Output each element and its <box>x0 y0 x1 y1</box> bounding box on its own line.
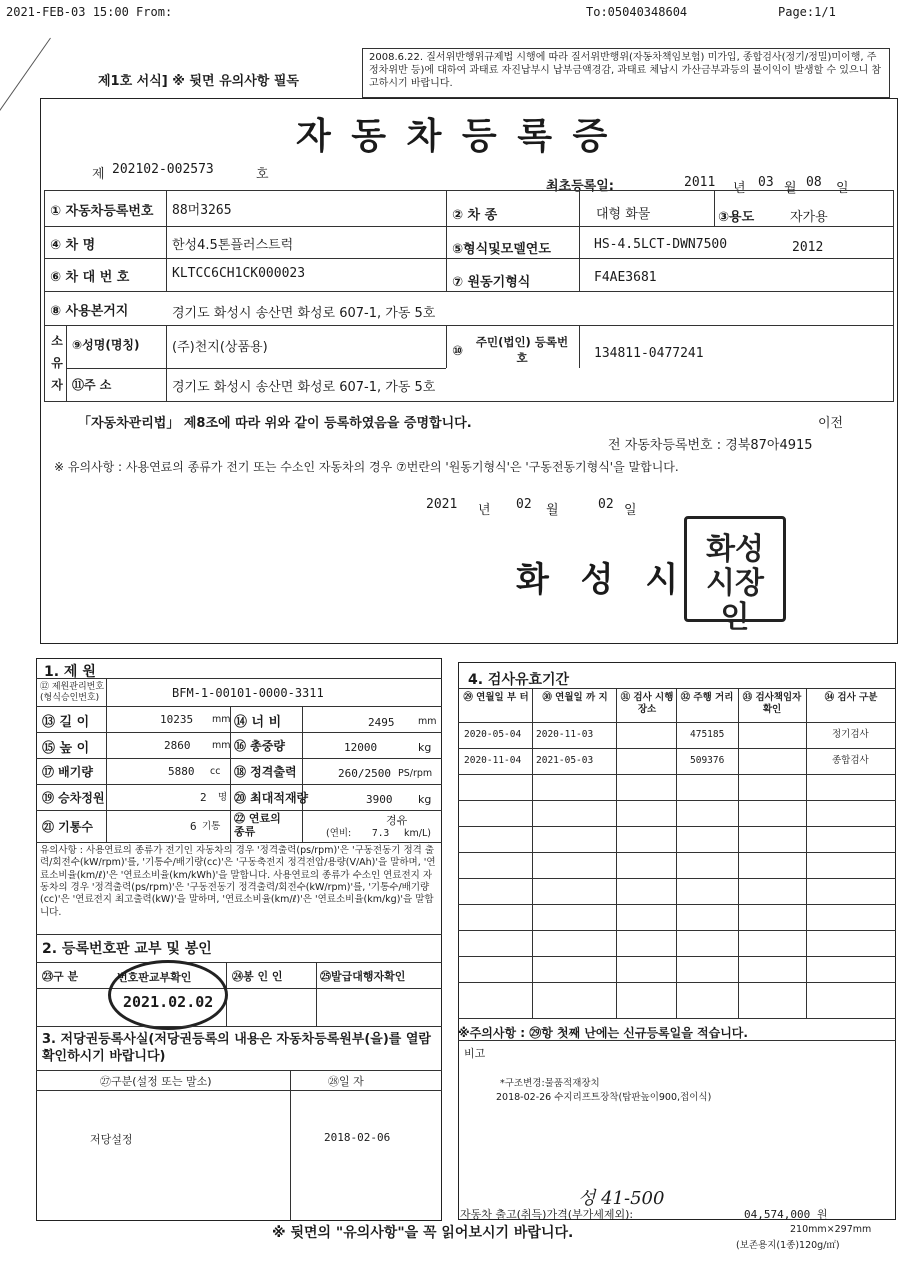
base-label: ⑧ 사용본거지 <box>50 304 129 319</box>
notice-text: 2008.6.22. 질서위반행위규제법 시행에 따라 질서위반행위(자동차책임보험) 미가입, 종합검사(정기/정밀)미이행, 주정차위반 등)에 대하여 과태료 자진납부시 납부금액경감, 과태료 체납시 가산금부과등의 불이익이 발생할 수 있으니 참고하시기 바랍니다. <box>369 52 882 89</box>
rule <box>44 258 894 259</box>
rule <box>458 1018 896 1019</box>
spec-caution-note: 유의사항 : 사용연료의 종류가 전기인 자동차의 경우 '정격출력(ps/rpm)'은 '구동전동기 정격 출력/회전수(kW/rpm)'를, '기통수/배기량(cc)'은 '구동축전지 정격전압/용량(V/Ah)'을 말하며, '연료소비율(km/ℓ)'은 '연료소비율(km/kWh)'을 말합니다. 사용연료의 종류가 수소인 연료전지 자동차의 경우 '정격출력(ps/rpm)'은 '구동전동기 정격출력/회전수(kW/rpm)'를, '기통수/배기량(cc)'은 '연료전지 최고출력(kW)'을 말하며, '연료소비율(km/ℓ)'은 '연료소비율(km/kg)'을 말합니다. <box>40 845 436 918</box>
rule <box>36 732 442 733</box>
model-label: ⑤형식및모델연도 <box>452 242 551 257</box>
width-unit: mm <box>418 716 437 727</box>
use-label: ③용도 <box>718 210 755 225</box>
cylinders-value: 6 <box>190 820 197 833</box>
type-value: 대형 화물 <box>596 207 651 222</box>
plate-stamp-date: 2021.02.02 <box>123 993 214 1011</box>
max-load-unit: kg <box>418 793 432 806</box>
name-label: ④ 차 명 <box>50 238 96 253</box>
fuel-efficiency-unit: km/L) <box>404 828 431 839</box>
length-value: 10235 <box>160 713 194 726</box>
rule <box>458 878 896 879</box>
rule <box>44 291 894 292</box>
fuel-type-label: ㉒ 연료의 종류 <box>234 812 281 838</box>
back-notice: ※ 뒷면의 "유의사항"을 꼭 읽어보시기 바랍니다. <box>272 1225 574 1241</box>
vin-value: KLTCC6CH1CK000023 <box>172 266 306 281</box>
reg-no-value: 88머3265 <box>172 203 232 218</box>
owner-name-value: (주)천지(상품용) <box>172 340 268 355</box>
issue-year-unit: 년 <box>478 503 491 518</box>
rated-power-label: ⑱ 정격출력 <box>234 765 297 779</box>
rule <box>36 962 442 963</box>
height-unit: mm <box>212 740 231 751</box>
engine-value: F4AE3681 <box>594 270 657 285</box>
notice-box <box>362 48 890 98</box>
first-reg-label: 최초등록일: <box>546 179 614 194</box>
remarks-label: 비고 <box>464 1047 486 1060</box>
gross-weight-value: 12000 <box>344 741 378 754</box>
remark-liftgate: 2018-02-26 수지리프트장착(탑판높이900,접이식) <box>496 1092 712 1103</box>
inspection-col-from: ㉙ 연월일 부 터 <box>463 692 529 703</box>
first-reg-day: 08 <box>806 175 822 190</box>
rule <box>458 800 896 801</box>
address-label: ⑪주 소 <box>72 378 112 392</box>
width-value: 2495 <box>368 716 395 729</box>
rule <box>458 904 896 905</box>
rule <box>446 325 447 368</box>
rule <box>714 190 715 226</box>
seats-label: ⑲ 승차정원 <box>42 791 105 805</box>
rule <box>302 706 303 842</box>
rule <box>458 930 896 931</box>
inspection-col-to: ㉚ 연월일 까 지 <box>542 692 608 703</box>
lien-row-date: 2018-02-06 <box>324 1131 391 1144</box>
plate-issued-stamp <box>108 960 228 1030</box>
rule <box>36 934 442 935</box>
fuel-efficiency-value: 7.3 <box>372 828 390 839</box>
rule <box>36 842 442 843</box>
height-label: ⑮ 높 이 <box>42 741 90 756</box>
rule <box>230 706 231 842</box>
vin-label: ⑥ 차 대 번 호 <box>50 270 130 285</box>
rule <box>36 678 442 679</box>
previous-reg-no: 전 자동차등록번호 : 경북87아4915 <box>608 438 813 453</box>
rule <box>36 1090 442 1091</box>
handwritten-note: 성 41-500 <box>578 1188 665 1209</box>
certify-statement: 「자동차관리법」 제8조에 따라 위와 같이 등록하였음을 증명합니다. <box>78 416 472 431</box>
rule <box>458 826 896 827</box>
inspection-row-2-to: 2021-05-03 <box>536 755 594 766</box>
inspection-row-2-kind: 종합검사 <box>832 755 869 766</box>
max-load-value: 3900 <box>366 793 393 806</box>
rule <box>36 1070 442 1071</box>
rule <box>458 774 896 775</box>
rule <box>676 688 677 1018</box>
issue-day: 02 <box>598 497 614 512</box>
rule <box>616 688 617 1018</box>
cylinders-label: ㉑ 기통수 <box>42 820 93 834</box>
owner-name-label: ⑨성명(명칭) <box>72 338 140 352</box>
corp-no-mark: ⑩ <box>452 344 464 359</box>
corp-no-label: 주민(법인) 등록번호 <box>475 335 569 365</box>
model-value: HS-4.5LCT-DWN7500 <box>594 237 728 252</box>
rule <box>458 982 896 983</box>
transfer-mark: 이전 <box>818 416 844 431</box>
issuer-name: 화 성 시 <box>516 560 689 600</box>
lien-col-type: ㉗구분(설정 또는 말소) <box>100 1075 212 1088</box>
spec-section-title: 1. 제 원 <box>44 664 96 680</box>
city-seal <box>684 516 786 635</box>
first-reg-day-unit: 일 <box>836 181 849 196</box>
height-value: 2860 <box>164 739 191 752</box>
inspection-row-1-mileage: 475185 <box>690 729 725 740</box>
max-load-label: ⑳ 최대적재량 <box>234 791 309 805</box>
displacement-unit: cc <box>210 766 221 777</box>
rule <box>579 190 580 291</box>
rule <box>458 722 896 723</box>
inspection-col-place: ㉛ 검사 시행장소 <box>620 692 674 715</box>
plate-section-title: 2. 등록번호판 교부 및 봉인 <box>42 941 212 957</box>
rule <box>806 688 807 1018</box>
fuel-type-value: 경유 <box>386 814 408 827</box>
rule <box>316 962 317 1026</box>
remark-structure-change: *구조변경:물품적재장치 <box>500 1078 600 1089</box>
gross-weight-unit: kg <box>418 741 432 754</box>
inspection-col-inspector: ㉝ 검사책임자 확인 <box>742 692 802 715</box>
gross-weight-label: ⑯ 총중량 <box>234 739 285 753</box>
type-label: ② 차 종 <box>452 208 498 223</box>
fax-header-page: Page:1/1 <box>778 5 836 19</box>
issue-day-unit: 일 <box>624 503 637 518</box>
rule <box>36 810 442 811</box>
name-value: 한성4.5톤플러스트럭 <box>172 238 294 253</box>
document-title: 자 동 차 등 록 증 <box>296 115 612 157</box>
first-reg-month: 03 <box>758 175 774 190</box>
city-seal-text: 화성시장인 <box>706 532 764 635</box>
base-value: 경기도 화성시 송산면 화성로 607-1, 가동 5호 <box>172 306 436 321</box>
displacement-label: ⑰ 배기량 <box>42 765 93 779</box>
length-label: ⑬ 길 이 <box>42 715 90 730</box>
plate-stamp-text: 번호판교부확인 <box>117 971 192 984</box>
issue-month-unit: 월 <box>546 503 559 518</box>
seats-value: 2 <box>200 791 207 804</box>
cylinders-unit: 기통 <box>202 821 221 832</box>
first-reg-year-unit: 년 <box>733 181 746 196</box>
plate-col-category: ㉓구 분 <box>42 970 79 983</box>
factory-price-label: 자동차 출고(취득)가격(부가세제외): <box>460 1208 634 1221</box>
rated-power-value: 260/2500 <box>338 767 391 780</box>
fuel-caution: ※ 유의사항 : 사용연료의 종류가 전기 또는 수소인 자동차의 경우 ⑦번란의 '원동기형식'은 '구동전동기형식'을 말합니다. <box>54 460 679 474</box>
cert-number: 202102-002573 <box>112 162 214 177</box>
displacement-value: 5880 <box>168 765 195 778</box>
fax-header-to: To:05040348604 <box>586 5 688 19</box>
lien-col-date: ㉘일 자 <box>328 1075 364 1088</box>
fuel-efficiency-label: (연비: <box>326 828 352 839</box>
width-label: ⑭ 너 비 <box>234 715 282 730</box>
plate-col-sealer: ㉔봉 인 인 <box>232 970 283 983</box>
rule <box>36 706 442 707</box>
paper-size: 210mm×297mm <box>790 1224 872 1235</box>
inspection-row-2-from: 2020-11-04 <box>464 755 522 766</box>
address-value: 경기도 화성시 송산면 화성로 607-1, 가동 5호 <box>172 380 436 395</box>
rule <box>36 988 442 989</box>
reg-no-label: ① 자동차등록번호 <box>50 204 154 219</box>
seats-unit: 명 <box>218 792 228 803</box>
inspection-row-1-kind: 정기검사 <box>832 729 869 740</box>
rule <box>36 784 442 785</box>
use-value: 자가용 <box>790 210 828 225</box>
rule <box>446 190 447 291</box>
length-unit: mm <box>212 714 231 725</box>
first-reg-year: 2011 <box>684 175 716 190</box>
fax-header-left: 2021-FEB-03 15:00 From: <box>6 5 173 19</box>
rule <box>44 325 894 326</box>
inspection-col-kind: ㉞ 검사 구분 <box>824 692 878 703</box>
inspection-row-1-to: 2020-11-03 <box>536 729 594 740</box>
rule <box>532 688 533 1018</box>
issue-month: 02 <box>516 497 532 512</box>
cert-number-label: 제 <box>92 167 105 182</box>
rule <box>36 758 442 759</box>
paper-spec: (보존용지(1종)120g/㎡) <box>736 1240 840 1251</box>
inspection-col-mileage: ㉜ 주행 거리 <box>680 692 734 703</box>
inspection-row-1-from: 2020-05-04 <box>464 729 522 740</box>
form-label: 제1호 서식] ※ 뒷면 유의사항 필독 <box>98 74 299 89</box>
plate-col-agent: ㉕발급대행자확인 <box>320 970 406 983</box>
owner-side-label: 소 유 자 <box>51 334 63 392</box>
mgmt-no-value: BFM-1-00101-0000-3311 <box>172 686 324 700</box>
rule <box>458 956 896 957</box>
corp-no-value: 134811-0477241 <box>594 346 704 361</box>
rule <box>458 688 896 689</box>
rule <box>36 1026 442 1027</box>
rule <box>66 368 446 369</box>
rule <box>458 1040 896 1041</box>
lien-row-type: 저당설정 <box>90 1133 133 1146</box>
mgmt-no-label: ⑫ 제원관리번호 (형식승인번호) <box>40 682 105 703</box>
engine-label: ⑦ 원동기형식 <box>452 275 531 290</box>
inspection-frame <box>458 662 896 1220</box>
rule <box>166 325 167 402</box>
rule <box>579 325 580 368</box>
rated-power-unit: PS/rpm <box>398 768 433 779</box>
rule <box>738 688 739 1018</box>
rule <box>166 190 167 291</box>
factory-price-value: 04,574,000 원 <box>744 1208 828 1221</box>
rule <box>44 226 894 227</box>
inspection-note: ※주의사항 : ㉙항 첫째 난에는 신규등록일을 적습니다. <box>458 1026 748 1040</box>
rule <box>290 1070 291 1221</box>
inspection-row-2-mileage: 509376 <box>690 755 725 766</box>
rule <box>458 852 896 853</box>
model-year: 2012 <box>792 240 824 255</box>
lien-section-title: 3. 저당권등록사실(저당권등록의 내용은 자동차등록원부(을)를 열람 확인하시기 바랍니다) <box>42 1032 431 1064</box>
cert-number-suffix: 호 <box>256 167 269 182</box>
rule <box>106 678 107 842</box>
rule <box>66 325 67 402</box>
inspection-section-title: 4. 검사유효기간 <box>468 672 570 688</box>
issue-year: 2021 <box>426 497 458 512</box>
rule <box>458 748 896 749</box>
first-reg-month-unit: 월 <box>784 181 797 196</box>
